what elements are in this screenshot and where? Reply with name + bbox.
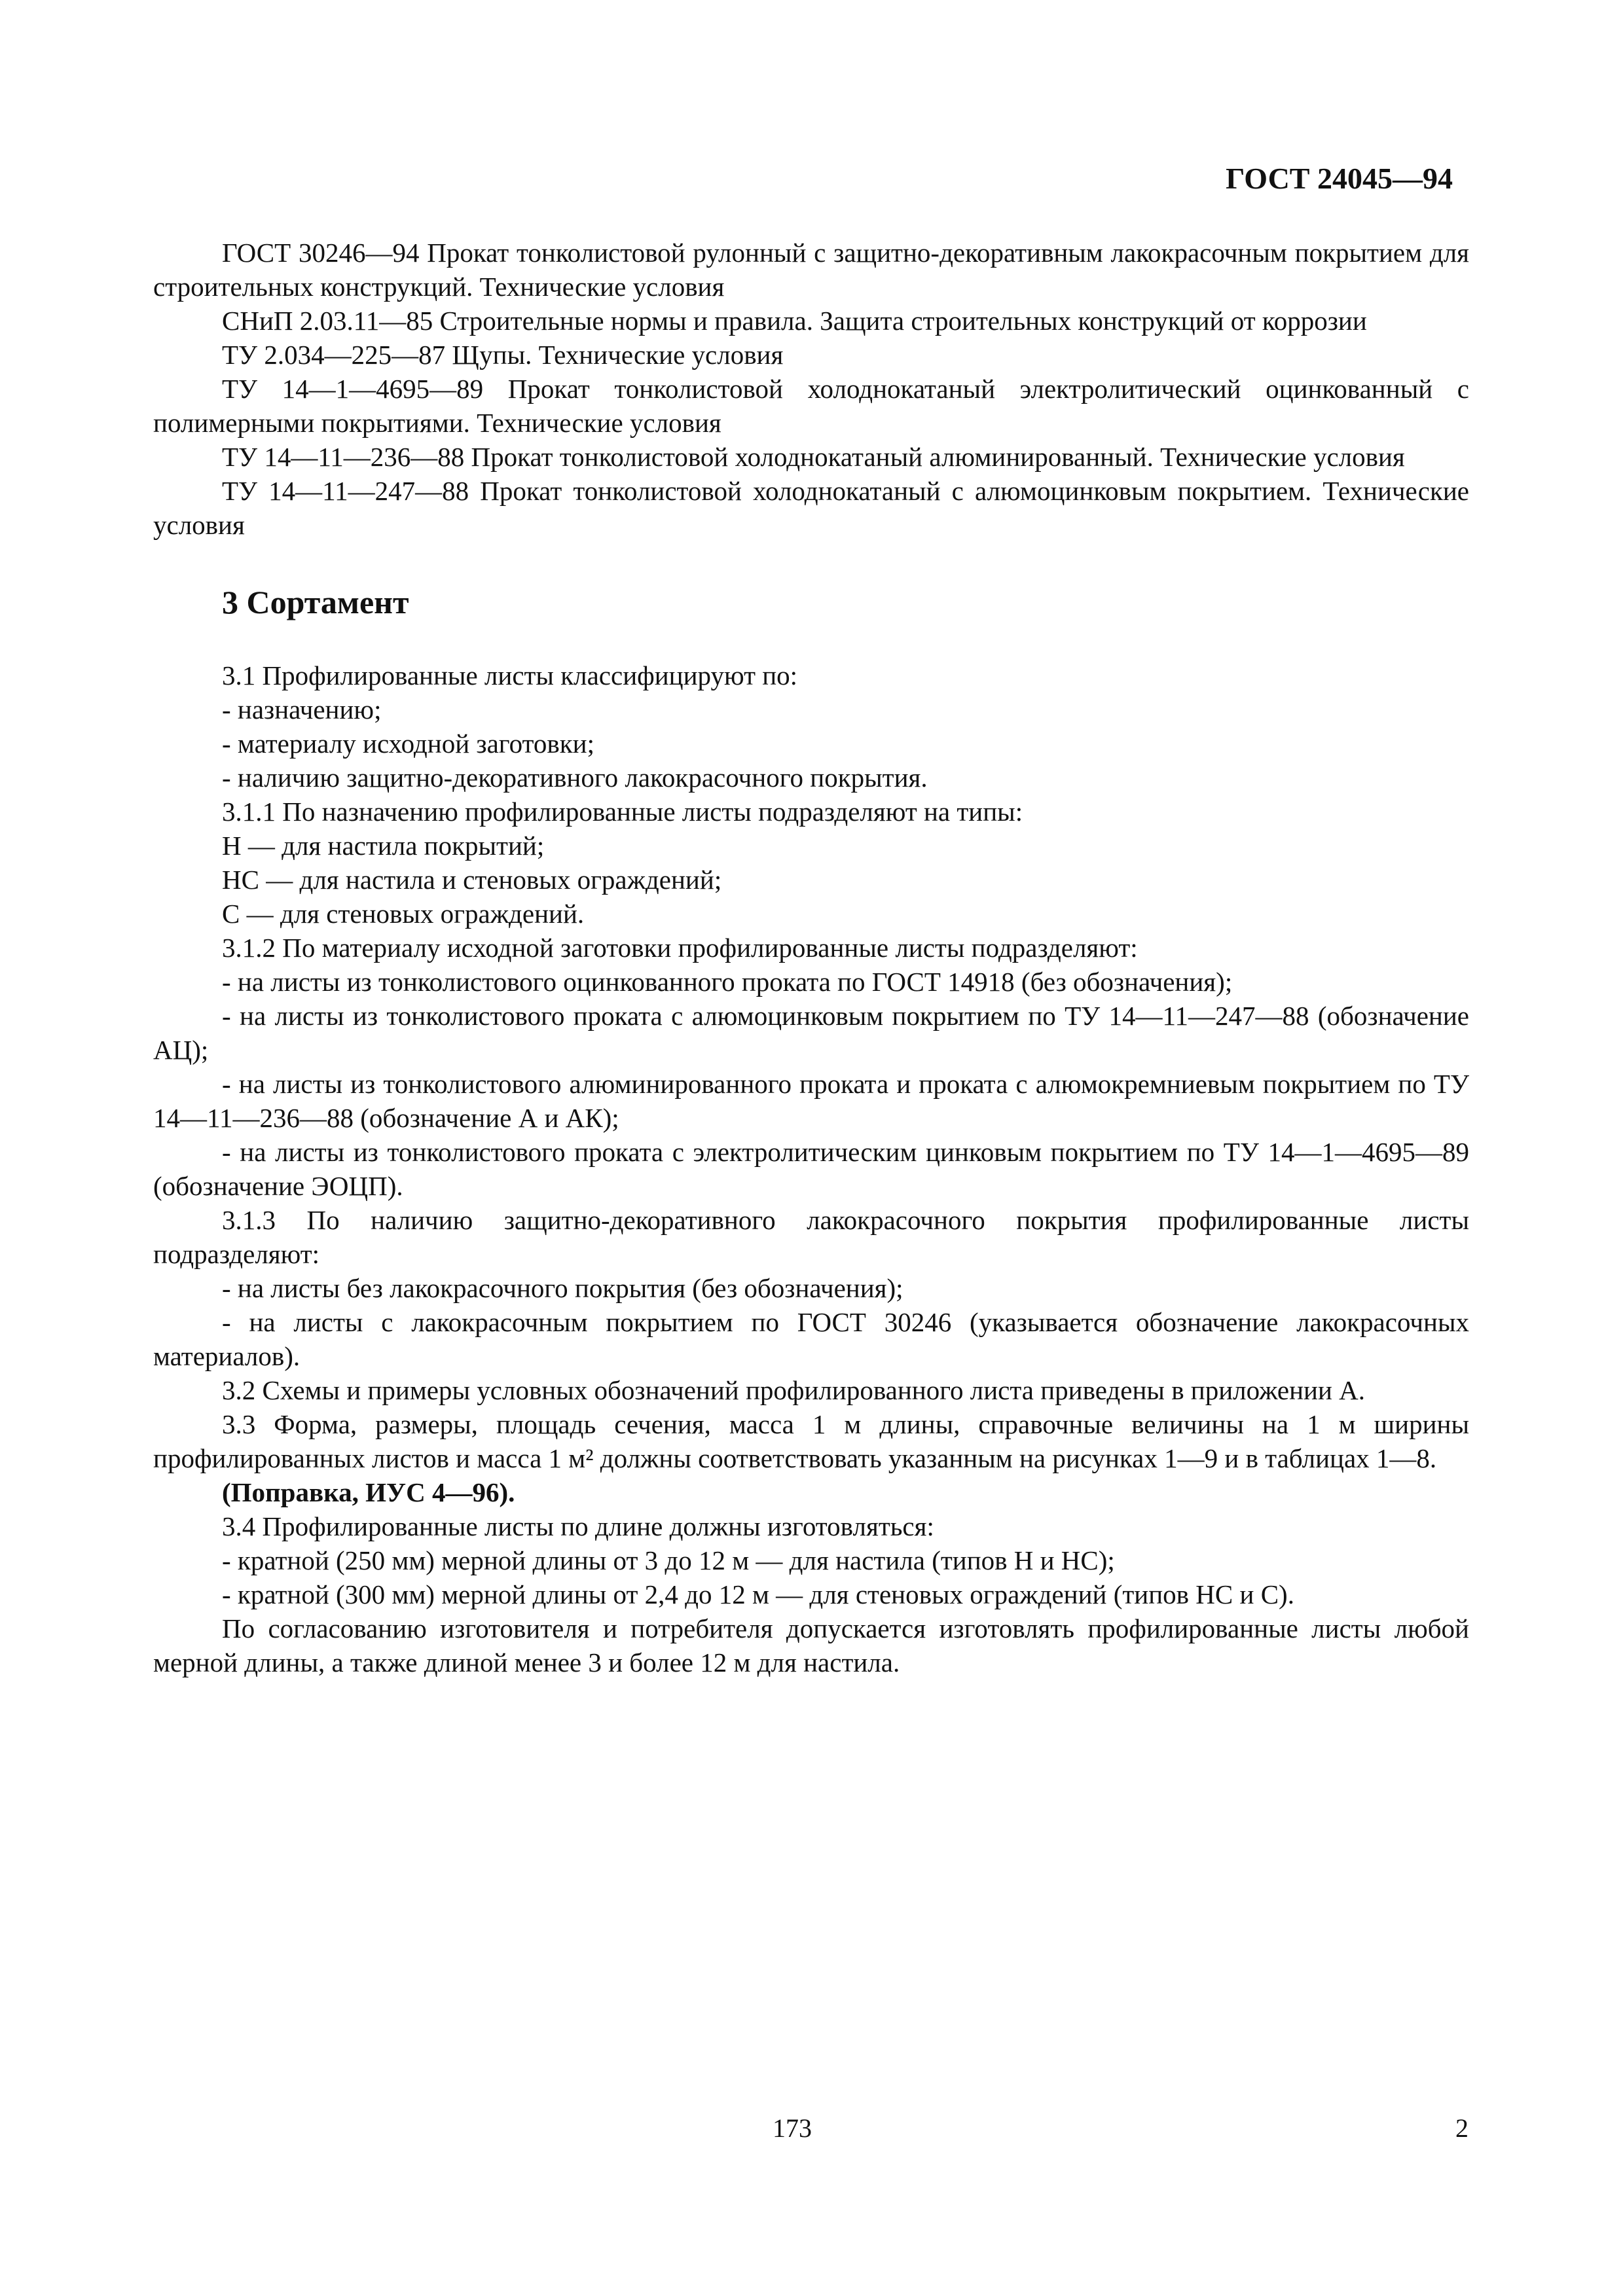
reference-item: ТУ 14—11—247—88 Прокат тонколистовой холоднокатаный с алюмоцинковым покрытием. Технические условия bbox=[153, 476, 1469, 540]
paragraph: - кратной (250 мм) мерной длины от 3 до 12 м — для настила (типов Н и НС); bbox=[222, 1545, 1115, 1575]
paragraph: Н — для настила покрытий; bbox=[222, 831, 545, 861]
paragraph: НС — для настила и стеновых ограждений; bbox=[222, 865, 722, 895]
paragraph: - на листы из тонколистового алюминированного проката и проката с алюмокремниевым покрытием по ТУ 14—11—236—88 (обозначение А и АК); bbox=[153, 1069, 1469, 1133]
sheet-number: 173 bbox=[773, 2113, 812, 2143]
paragraph: С — для стеновых ограждений. bbox=[222, 899, 585, 929]
paragraph: - назначению; bbox=[222, 694, 382, 725]
paragraph: - на листы из тонколистового проката с алюмоцинковым покрытием по ТУ 14—11—247—88 (обозначение АЦ); bbox=[153, 1001, 1469, 1065]
paragraph: - наличию защитно-декоративного лакокрасочного покрытия. bbox=[222, 762, 928, 793]
paragraph: 3.1.2 По материалу исходной заготовки профилированные листы подразделяют: bbox=[222, 933, 1138, 963]
paragraph: По согласованию изготовителя и потребителя допускается изготовлять профилированные листы любой мерной длины, а также длиной менее 3 и более 12 м для настила. bbox=[153, 1613, 1469, 1677]
paragraph: 3.3 Форма, размеры, площадь сечения, масса 1 м длины, справочные величины на 1 м ширины профилированных листов и масса 1 м² должны соответствовать указанным на рисунках 1—9 и в таблицах 1—8. bbox=[153, 1409, 1469, 1473]
page-number: 2 bbox=[1455, 2113, 1468, 2143]
amendment-note: (Поправка, ИУС 4—96). bbox=[222, 1477, 515, 1507]
paragraph: - кратной (300 мм) мерной длины от 2,4 до 12 м — для стеновых ограждений (типов НС и С). bbox=[222, 1579, 1294, 1609]
normative-references bbox=[153, 236, 1469, 542]
paragraph: - на листы с лакокрасочным покрытием по ГОСТ 30246 (указывается обозначение лакокрасочных материалов). bbox=[153, 1307, 1469, 1371]
section-heading: 3 Сортамент bbox=[222, 584, 409, 620]
reference-item: СНиП 2.03.11—85 Строительные нормы и правила. Защита строительных конструкций от коррозии bbox=[222, 306, 1367, 336]
reference-item: ТУ 14—11—236—88 Прокат тонколистовой холоднокатаный алюминированный. Технические условия bbox=[222, 442, 1405, 472]
paragraph: 3.2 Схемы и примеры условных обозначений профилированного листа приведены в приложении А. bbox=[222, 1375, 1366, 1405]
paragraph: - на листы без лакокрасочного покрытия (без обозначения); bbox=[222, 1273, 903, 1303]
paragraph: 3.1.3 По наличию защитно-декоративного лакокрасочного покрытия профилированные листы подразделяют: bbox=[153, 1205, 1469, 1269]
section-body bbox=[153, 658, 1469, 1679]
paragraph: - на листы из тонколистового проката с электролитическим цинковым покрытием по ТУ 14—1—4695—89 (обозначение ЭОЦП). bbox=[153, 1137, 1469, 1201]
reference-item: ТУ 2.034—225—87 Щупы. Технические условия bbox=[222, 340, 784, 370]
paragraph: 3.1.1 По назначению профилированные листы подразделяют на типы: bbox=[222, 797, 1023, 827]
paragraph: - материалу исходной заготовки; bbox=[222, 728, 595, 759]
reference-item: ГОСТ 30246—94 Прокат тонколистовой рулонный с защитно-декоративным лакокрасочным покрытием для строительных конструкций. Технические условия bbox=[153, 238, 1469, 302]
document-body bbox=[153, 236, 1469, 1679]
document-code-header: ГОСТ 24045—94 bbox=[1226, 162, 1453, 195]
paragraph: 3.4 Профилированные листы по длине должны изготовляться: bbox=[222, 1511, 934, 1541]
reference-item: ТУ 14—1—4695—89 Прокат тонколистовой холоднокатаный электролитический оцинкованный с полимерными покрытиями. Технические условия bbox=[153, 374, 1469, 438]
paragraph: - на листы из тонколистового оцинкованного проката по ГОСТ 14918 (без обозначения); bbox=[222, 967, 1233, 997]
paragraph: 3.1 Профилированные листы классифицируют по: bbox=[222, 660, 798, 691]
